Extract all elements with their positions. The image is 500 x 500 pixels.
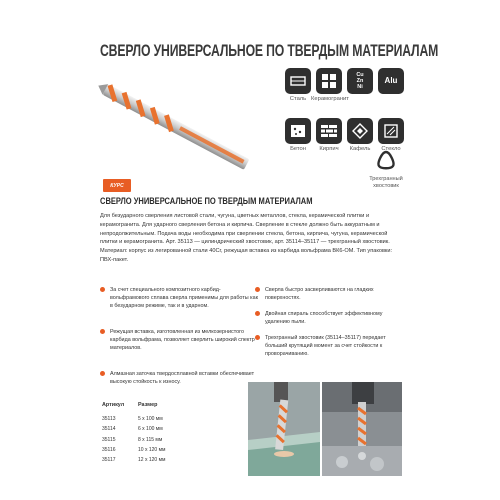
table-row: 35113 5 х 100 мм (102, 416, 163, 423)
bullet-icon (255, 287, 260, 292)
material-label: Кафель (349, 146, 371, 152)
tile-icon (347, 118, 373, 144)
concrete-icon (285, 118, 311, 144)
material-glass (373, 118, 409, 152)
table-row: 35116 10 х 120 мм (102, 447, 166, 454)
porcelain-icon (316, 68, 342, 94)
brand-logo: КУРС (103, 179, 131, 192)
shank-info (362, 150, 410, 189)
table-row: 35115 8 х 115 мм (102, 436, 163, 443)
feature-item: Двойная спираль способствует эффективному удалению пыли. (265, 310, 405, 326)
drill-bit-image (88, 72, 263, 182)
feature-item: За счет специального композитного карбид-вольфрамового сплава сверла применимы для работы как в безударном режиме, так и в ударном. (110, 286, 260, 311)
glass-icon (378, 118, 404, 144)
triangular-shank-icon (375, 150, 397, 170)
photo-drilling-metal (322, 382, 402, 476)
table-header: Артикул Размер (102, 402, 158, 408)
photo-drilling-tile (248, 382, 320, 476)
shank-label: Трехгранный хвостовик (369, 176, 403, 189)
material-label: Кирпич (319, 146, 339, 152)
material-label: Бетон (290, 146, 306, 152)
material-aluminium (373, 68, 409, 94)
cu-zn-ni-icon: Cu Zn Ni (347, 68, 373, 94)
bullet-icon (255, 335, 260, 340)
alu-icon: Alu (378, 68, 404, 94)
bullet-icon (100, 371, 105, 376)
table-row: 35117 12 х 120 мм (102, 457, 166, 464)
bullet-icon (100, 329, 105, 334)
bullet-icon (100, 287, 105, 292)
material-label: Керамогранит (311, 96, 349, 102)
product-description: Для безударного сверления листовой стали, чугуна, цветных металлов, стекла, керамической плитки и керамогранита. Для ударного сверления бетона и кирпича. Сверление в стекле должно быть аккуратным и непродолжительным. Подача воды необходима при сверлении стекла, бетона, кирпича, чугуна, керамической плитки и керамогранита. Арт. 35113 — цилиндрический хвостовик, арт. 35114–35117 — трехгранный хвостовик. Материал: корпус из легированной стали 40Cr, режущая вставка из карбида вольфрама ВК6-ОМ. Тип упаковки: ПВХ-пакет. (100, 213, 393, 263)
section-subtitle: СВЕРЛО УНИВЕРСАЛЬНОЕ ПО ТВЕРДЫМ МАТЕРИАЛАМ (100, 196, 313, 206)
feature-item: Трехгранный хвостовик (35114–35117) передает больший крутящий момент за счет стойкости к проворачиванию. (265, 334, 405, 359)
bullet-icon (255, 311, 260, 316)
material-label: Сталь (289, 96, 307, 102)
material-label: Стекло (381, 146, 401, 152)
table-row: 35114 6 х 100 мм (102, 426, 163, 433)
feature-item: Алмазная заточка твердосплавной вставки обеспечивает высокую стойкость к износу. (110, 370, 260, 386)
feature-item: Режущая вставка, изготовленная из мелкозернистого карбида вольфрама, позволяет сверлить широкий спектр материалов. (110, 328, 260, 353)
steel-icon (285, 68, 311, 94)
brick-icon (316, 118, 342, 144)
size-table (102, 402, 232, 465)
page-title: СВЕРЛО УНИВЕРСАЛЬНОЕ ПО ТВЕРДЫМ МАТЕРИАЛАМ (100, 42, 439, 60)
feature-item: Сверла быстро засверливаются на гладких поверхностях. (265, 286, 405, 302)
